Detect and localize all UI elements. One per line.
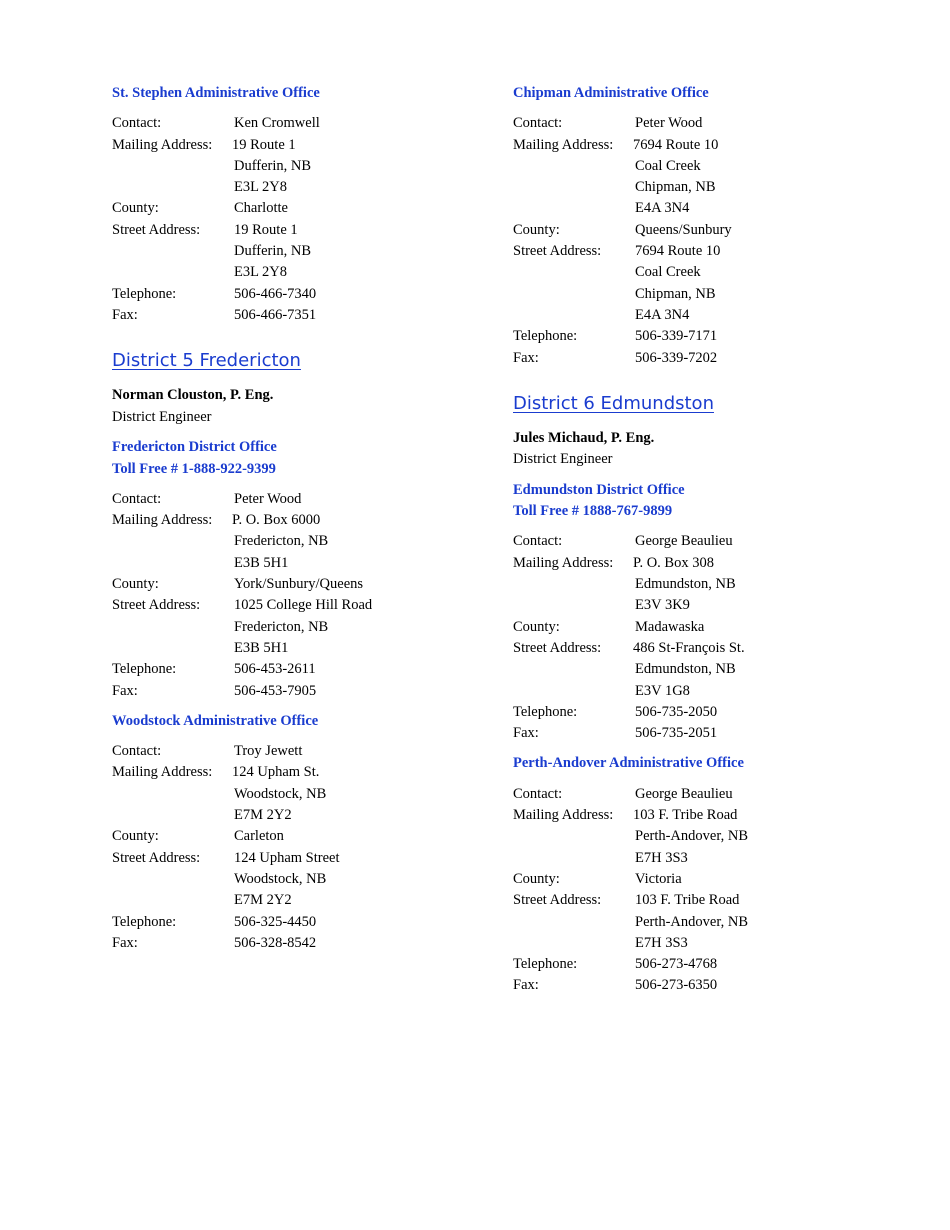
contact-label: Contact: — [112, 490, 162, 507]
street-label: Street Address: — [112, 221, 201, 238]
mailing-line: E4A 3N4 — [635, 200, 690, 217]
street-line: 1025 College Hill Road — [234, 597, 373, 614]
fax-value: 506-273-6350 — [635, 977, 718, 994]
county-label: County: — [513, 870, 560, 887]
toll-free-number: Toll Free # 1888-767-9899 — [513, 503, 673, 520]
contact-value: George Beaulieu — [635, 785, 733, 802]
mailing-line: E7M 2Y2 — [234, 807, 292, 824]
mailing-line: E3V 3K9 — [635, 597, 690, 614]
street-line: Fredericton, NB — [234, 618, 329, 635]
engineer-name: Norman Clouston, P. Eng. — [112, 387, 274, 404]
street-line: 7694 Route 10 — [635, 243, 721, 260]
street-line: E4A 3N4 — [635, 306, 690, 323]
fax-value: 506-328-8542 — [234, 934, 317, 951]
mailing-line: P. O. Box 308 — [633, 554, 714, 571]
contact-value: Ken Cromwell — [234, 115, 320, 132]
district-title[interactable]: District 5 Fredericton — [112, 350, 301, 372]
contact-label: Contact: — [513, 533, 563, 550]
street-line: Edmundston, NB — [635, 661, 736, 678]
mailing-line: E3B 5H1 — [234, 554, 289, 571]
fax-label: Fax: — [112, 682, 138, 699]
street-label: Street Address: — [513, 639, 602, 656]
county-value: Carleton — [234, 828, 284, 845]
contact-label: Contact: — [112, 115, 162, 132]
district-6-section — [513, 392, 873, 471]
contact-value: George Beaulieu — [635, 533, 733, 550]
street-line: Woodstock, NB — [234, 870, 327, 887]
street-line: E7M 2Y2 — [234, 892, 292, 909]
fax-value: 506-453-7905 — [234, 682, 317, 699]
engineer-name: Jules Michaud, P. Eng. — [513, 429, 655, 446]
mailing-line: Dufferin, NB — [234, 157, 312, 174]
telephone-value: 506-325-4450 — [234, 913, 317, 930]
office-edmundston — [513, 480, 873, 745]
office-title: Woodstock Administrative Office — [112, 712, 319, 729]
fax-label: Fax: — [513, 725, 539, 742]
toll-free-number: Toll Free # 1-888-922-9399 — [112, 460, 276, 477]
county-value: Madawaska — [635, 618, 705, 635]
office-title: Perth-Andover Administrative Office — [513, 755, 744, 772]
street-line: E3V 1G8 — [635, 682, 690, 699]
mailing-line: Chipman, NB — [635, 179, 716, 196]
office-fredericton — [112, 437, 472, 702]
telephone-label: Telephone: — [513, 703, 578, 720]
street-label: Street Address: — [112, 849, 201, 866]
county-value: Charlotte — [234, 200, 288, 217]
office-chipman — [513, 83, 873, 369]
street-line: Coal Creek — [635, 264, 701, 281]
street-line: 19 Route 1 — [234, 221, 298, 238]
mailing-line: E7H 3S3 — [635, 849, 688, 866]
telephone-label: Telephone: — [513, 328, 578, 345]
telephone-value: 506-453-2611 — [234, 661, 316, 678]
mailing-line: Coal Creek — [635, 157, 701, 174]
street-line: E7H 3S3 — [635, 934, 688, 951]
street-line: Chipman, NB — [635, 285, 716, 302]
street-line: Dufferin, NB — [234, 243, 312, 260]
fax-value: 506-466-7351 — [234, 306, 317, 323]
contact-value: Peter Wood — [234, 490, 302, 507]
office-title: Chipman Administrative Office — [513, 85, 709, 101]
mailing-line: E3L 2Y8 — [234, 179, 288, 196]
mailing-line: Perth-Andover, NB — [635, 828, 748, 845]
county-label: County: — [112, 200, 159, 217]
street-line: 103 F. Tribe Road — [635, 892, 740, 909]
street-label: Street Address: — [112, 597, 201, 614]
mailing-line: 19 Route 1 — [232, 136, 296, 153]
street-line: Perth-Andover, NB — [635, 913, 748, 930]
telephone-label: Telephone: — [112, 285, 177, 302]
county-value: Queens/Sunbury — [635, 221, 732, 238]
street-line: E3L 2Y8 — [234, 264, 288, 281]
office-title: Edmundston District Office — [513, 481, 685, 498]
telephone-label: Telephone: — [112, 661, 177, 678]
county-label: County: — [513, 221, 560, 238]
county-label: County: — [112, 576, 159, 593]
street-label: Street Address: — [513, 892, 602, 909]
mailing-line: 7694 Route 10 — [633, 136, 719, 153]
district-5-section — [112, 349, 472, 428]
mailing-line: Woodstock, NB — [234, 785, 327, 802]
mailing-line: Edmundston, NB — [635, 576, 736, 593]
fax-value: 506-339-7202 — [635, 349, 718, 366]
office-title: St. Stephen Administrative Office — [112, 85, 320, 101]
county-label: County: — [112, 828, 159, 845]
office-perth-andover — [513, 753, 873, 996]
telephone-value: 506-735-2050 — [635, 703, 718, 720]
telephone-value: 506-466-7340 — [234, 285, 317, 302]
mailing-line: Fredericton, NB — [234, 533, 329, 550]
county-value: York/Sunbury/Queens — [234, 576, 364, 593]
telephone-label: Telephone: — [112, 913, 177, 930]
left-column — [112, 83, 472, 954]
street-label: Street Address: — [513, 243, 602, 260]
fax-value: 506-735-2051 — [635, 725, 718, 742]
county-label: County: — [513, 618, 560, 635]
mailing-line: P. O. Box 6000 — [232, 512, 321, 529]
engineer-role: District Engineer — [513, 451, 613, 468]
county-value: Victoria — [635, 870, 682, 887]
mailing-label: Mailing Address: — [513, 136, 614, 153]
street-line: 124 Upham Street — [234, 849, 340, 866]
fax-label: Fax: — [513, 349, 539, 366]
fax-label: Fax: — [112, 934, 138, 951]
mailing-label: Mailing Address: — [112, 136, 213, 153]
office-woodstock — [112, 711, 472, 954]
mailing-line: 103 F. Tribe Road — [633, 807, 738, 824]
mailing-label: Mailing Address: — [112, 512, 213, 529]
office-st-stephen — [112, 83, 472, 326]
engineer-role: District Engineer — [112, 408, 212, 425]
contact-value: Peter Wood — [635, 115, 703, 132]
telephone-value: 506-339-7171 — [635, 328, 718, 345]
contact-label: Contact: — [112, 743, 162, 760]
mailing-label: Mailing Address: — [513, 554, 614, 571]
fax-label: Fax: — [513, 977, 539, 994]
contact-label: Contact: — [513, 115, 563, 132]
telephone-value: 506-273-4768 — [635, 956, 718, 973]
right-column — [513, 83, 873, 997]
fax-label: Fax: — [112, 306, 138, 323]
mailing-label: Mailing Address: — [513, 807, 614, 824]
street-line: 486 St-François St. — [633, 639, 745, 656]
mailing-label: Mailing Address: — [112, 764, 213, 781]
street-line: E3B 5H1 — [234, 639, 289, 656]
contact-label: Contact: — [513, 785, 563, 802]
office-title: Fredericton District Office — [112, 439, 277, 456]
telephone-label: Telephone: — [513, 956, 578, 973]
mailing-line: 124 Upham St. — [232, 764, 320, 781]
contact-value: Troy Jewett — [234, 743, 303, 760]
district-title[interactable]: District 6 Edmundston — [513, 392, 714, 414]
